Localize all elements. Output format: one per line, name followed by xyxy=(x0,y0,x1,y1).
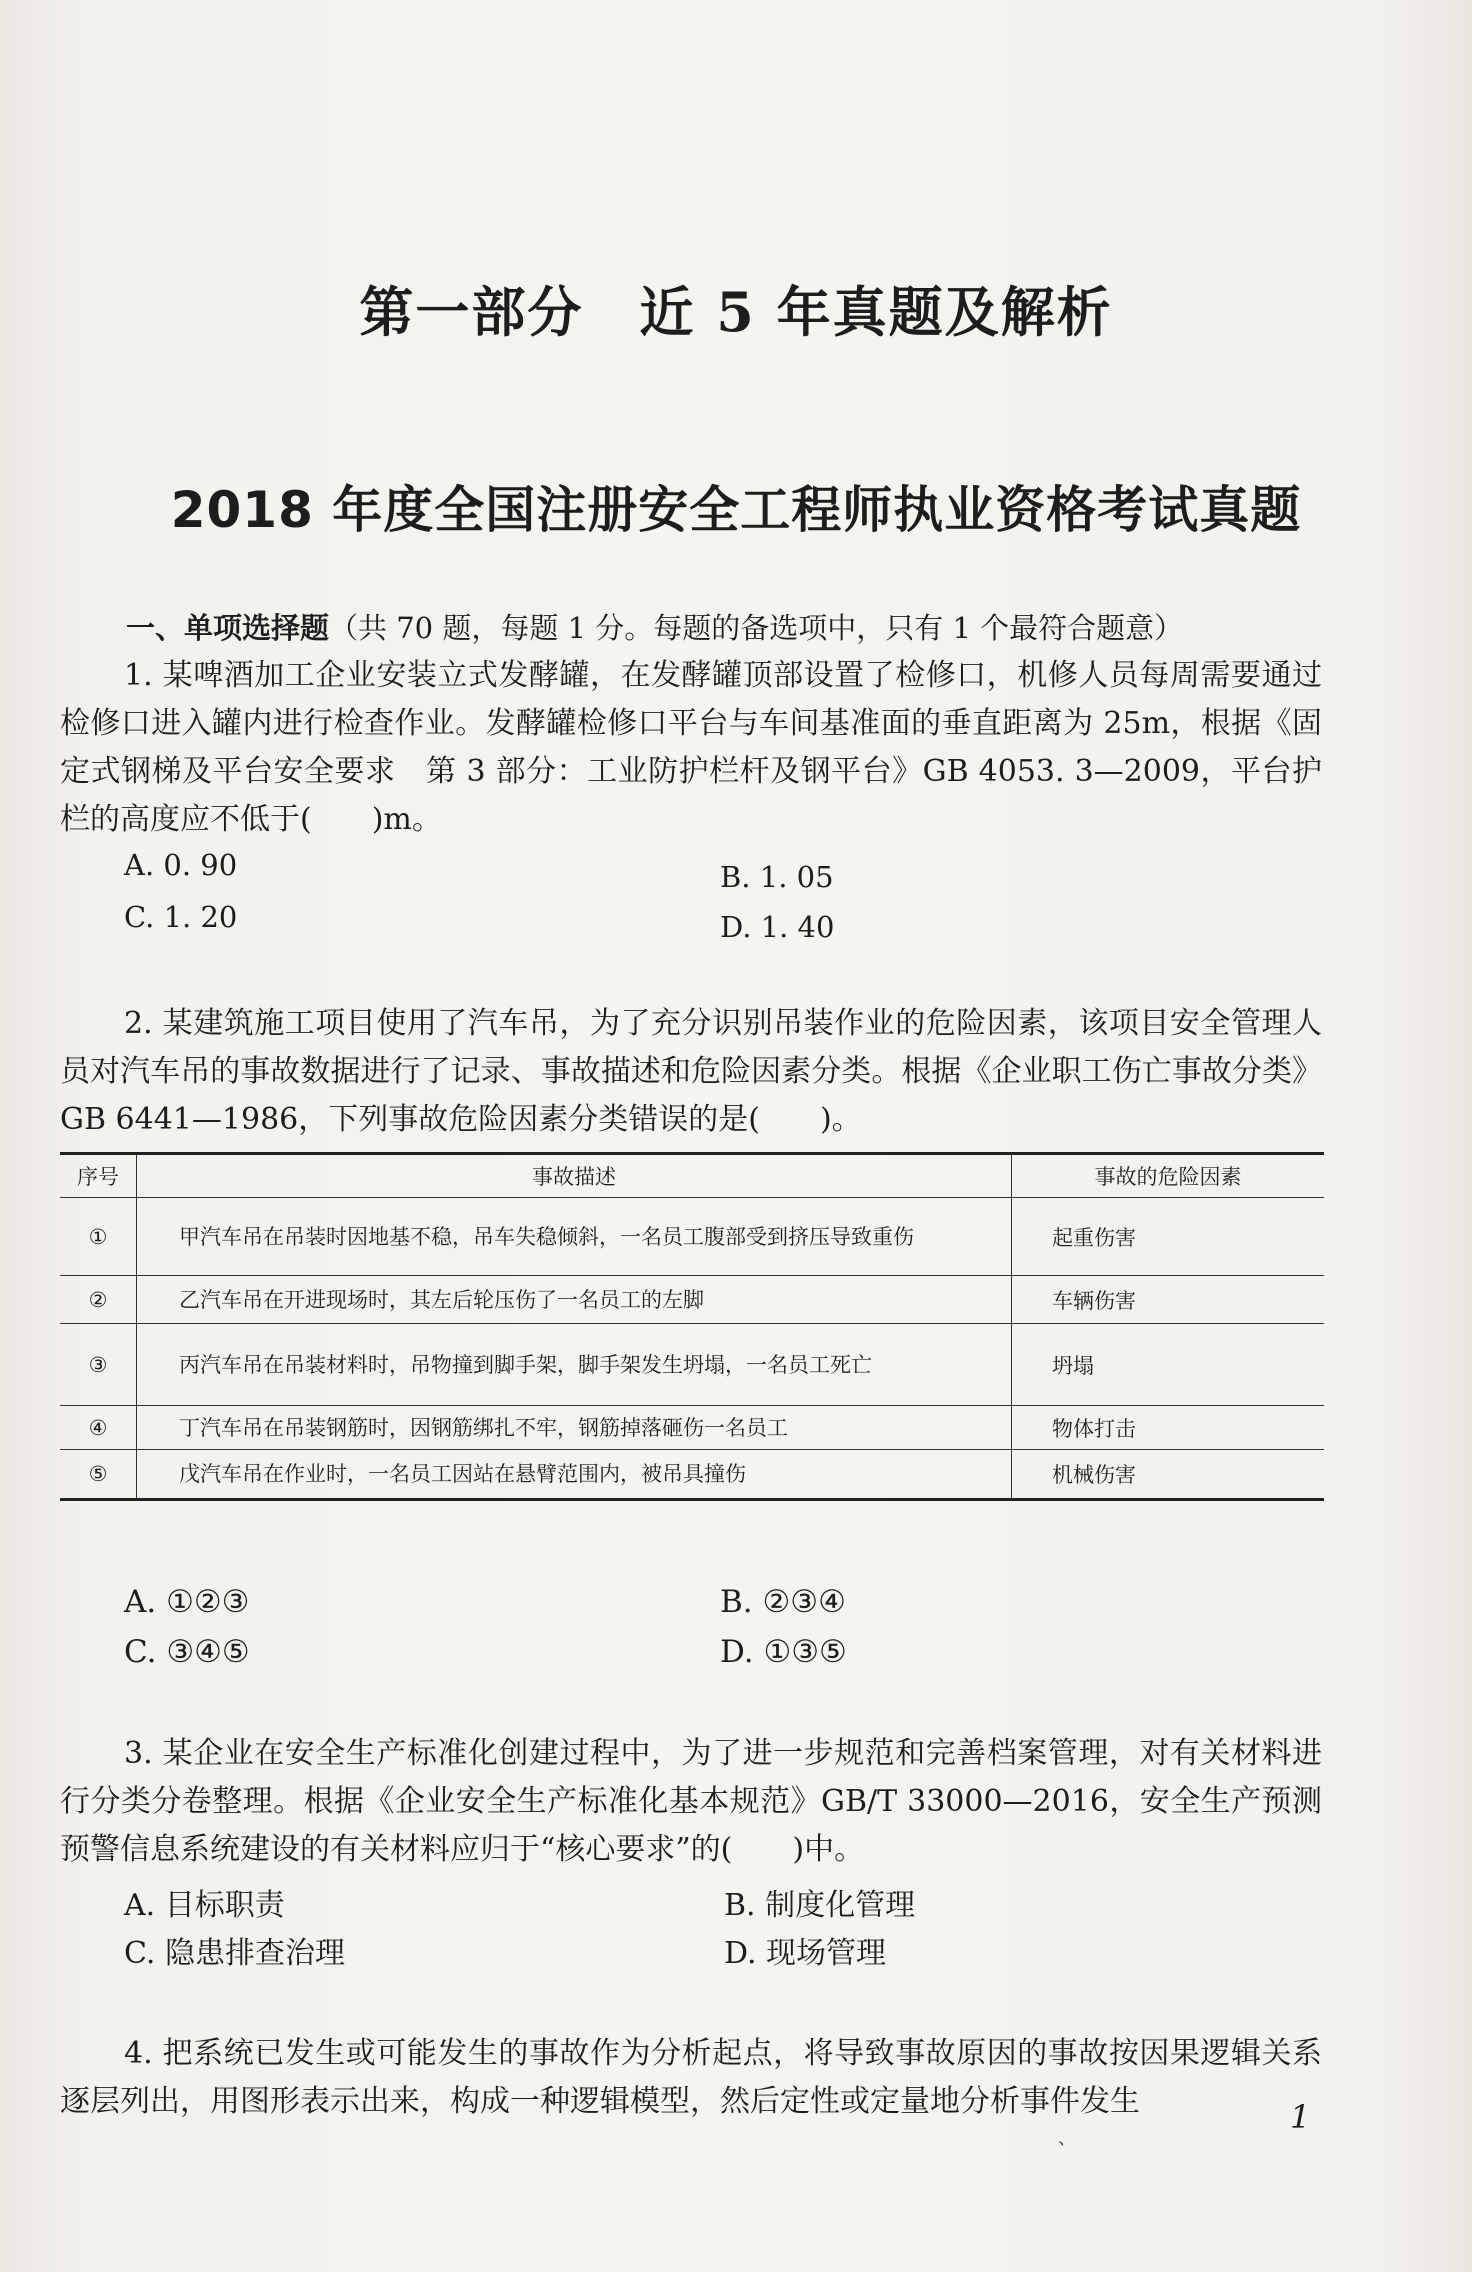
row-factor: 起重伤害 xyxy=(1012,1198,1325,1276)
row-number: ④ xyxy=(60,1406,137,1450)
footer-mark: 、 xyxy=(1058,2128,1076,2149)
q3-option-b: B. 制度化管理 xyxy=(724,1888,916,1923)
row-number: ⑤ xyxy=(60,1450,137,1500)
q2-option-a: A. ①②③ xyxy=(124,1584,250,1620)
question-2-text: 2. 某建筑施工项目使用了汽车吊，为了充分识别吊装作业的危险因素，该项目安全管理人员对汽车吊的事故数据进行了记录、事故描述和危险因素分类。根据《企业职工伤亡事故分类》GB 6441—1986，下列事故危险因素分类错误的是( )。 xyxy=(60,1006,1322,1137)
table-row xyxy=(60,1450,1324,1500)
question-4-text: 4. 把系统已发生或可能发生的事故作为分析起点，将导致事故原因的事故按因果逻辑关系逐层列出，用图形表示出来，构成一种逻辑模型，然后定性或定量地分析事件发生 xyxy=(60,2036,1322,2119)
q1-option-c: C. 1. 20 xyxy=(124,900,238,934)
row-description: 乙汽车吊在开进现场时，其左后轮压伤了一名员工的左脚 xyxy=(137,1276,1012,1324)
q1-option-d: D. 1. 40 xyxy=(720,910,835,944)
page-number: 1 xyxy=(1290,2098,1311,2136)
header-number: 序号 xyxy=(60,1154,137,1198)
q1-option-a: A. 0. 90 xyxy=(124,848,238,882)
row-number: ② xyxy=(60,1276,137,1324)
part-title xyxy=(0,270,1472,347)
accident-table xyxy=(60,1152,1324,1501)
table-row xyxy=(60,1324,1324,1406)
table-row xyxy=(60,1198,1324,1276)
question-1-text: 1. 某啤酒加工企业安装立式发酵罐，在发酵罐顶部设置了检修口，机修人员每周需要通过检修口进入罐内进行检查作业。发酵罐检修口平台与车间基准面的垂直距离为 25m，根据《固定式钢梯及平台安全要求 第 3 部分：工业防护栏杆及钢平台》GB 4053. 3—2009，平台护栏的高度应不低于( )m。 xyxy=(60,658,1322,837)
q3-option-d: D. 现场管理 xyxy=(724,1936,887,1971)
section-description: （共 70 题，每题 1 分。每题的备选项中，只有 1 个最符合题意） xyxy=(329,611,1184,645)
row-description: 丙汽车吊在吊装材料时，吊物撞到脚手架，脚手架发生坍塌，一名员工死亡 xyxy=(137,1324,1012,1406)
row-description: 甲汽车吊在吊装时因地基不稳，吊车失稳倾斜，一名员工腹部受到挤压导致重伤 xyxy=(137,1198,1012,1276)
row-factor: 物体打击 xyxy=(1012,1406,1325,1450)
table-row xyxy=(60,1276,1324,1324)
row-description: 戊汽车吊在作业时，一名员工因站在悬臂范围内，被吊具撞伤 xyxy=(137,1450,1012,1500)
row-factor: 机械伤害 xyxy=(1012,1450,1325,1500)
row-factor: 坍塌 xyxy=(1012,1324,1325,1406)
row-number: ③ xyxy=(60,1324,137,1406)
q3-option-c: C. 隐患排查治理 xyxy=(124,1936,345,1971)
row-number: ① xyxy=(60,1198,137,1276)
row-factor: 车辆伤害 xyxy=(1012,1276,1325,1324)
question-3-text: 3. 某企业在安全生产标准化创建过程中，为了进一步规范和完善档案管理，对有关材料进行分类分卷整理。根据《企业安全生产标准化基本规范》GB/T 33000—2016，安全生产预测预警信息系统建设的有关材料应归于“核心要求”的( )中。 xyxy=(60,1736,1322,1867)
q3-option-a: A. 目标职责 xyxy=(124,1888,285,1923)
q2-option-b: B. ②③④ xyxy=(720,1584,846,1620)
section-heading xyxy=(126,606,1183,647)
part-title-label: 第一部分 xyxy=(359,280,584,344)
q2-option-c: C. ③④⑤ xyxy=(124,1634,250,1670)
table-header-row xyxy=(60,1154,1324,1198)
row-description: 丁汽车吊在吊装钢筋时，因钢筋绑扎不牢，钢筋掉落砸伤一名员工 xyxy=(137,1406,1012,1450)
q1-option-b: B. 1. 05 xyxy=(720,860,834,894)
exam-title: 2018 年度全国注册安全工程师执业资格考试真题 xyxy=(170,481,1302,539)
table-row xyxy=(60,1406,1324,1450)
q2-option-d: D. ①③⑤ xyxy=(720,1634,847,1670)
header-factor: 事故的危险因素 xyxy=(1012,1154,1325,1198)
part-title-text: 近 5 年真题及解析 xyxy=(639,280,1113,344)
section-label: 一、单项选择题 xyxy=(126,611,330,645)
header-description: 事故描述 xyxy=(137,1154,1012,1198)
